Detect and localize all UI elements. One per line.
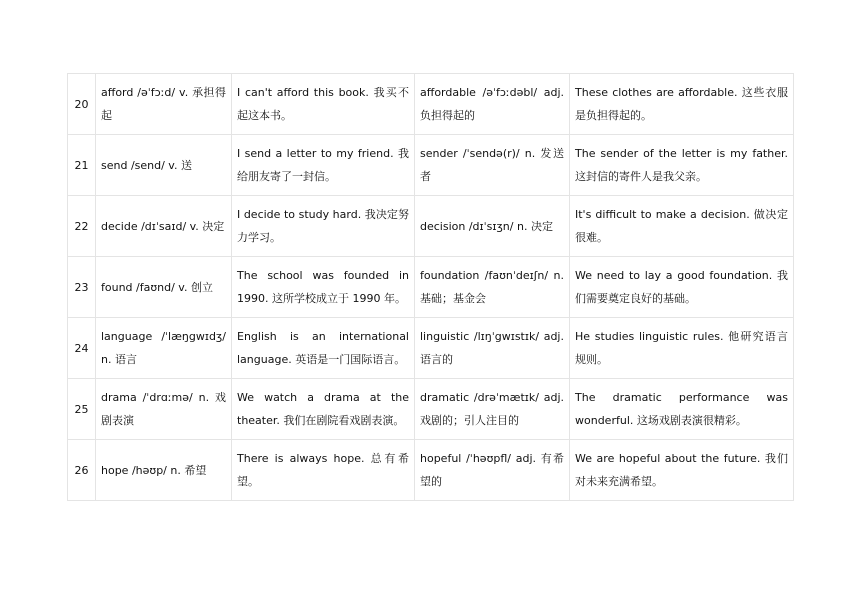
example-cell: English is an international language. 英语是一门国际语言。 [232, 318, 415, 379]
derivative-cell: affordable /əˈfɔːdəbl/ adj. 负担得起的 [415, 74, 570, 135]
row-number: 25 [68, 379, 96, 440]
derivative-cell: decision /dɪˈsɪʒn/ n. 决定 [415, 196, 570, 257]
word-cell: language /ˈlæŋgwɪdʒ/ n. 语言 [96, 318, 232, 379]
derivative-example-cell: The sender of the letter is my father. 这封信的寄件人是我父亲。 [570, 135, 794, 196]
table-row [68, 318, 794, 379]
row-number: 21 [68, 135, 96, 196]
vocabulary-table [67, 73, 794, 501]
derivative-cell: hopeful /ˈhəʊpfl/ adj. 有希望的 [415, 440, 570, 501]
derivative-cell: sender /ˈsendə(r)/ n. 发送者 [415, 135, 570, 196]
word-cell: send /send/ v. 送 [96, 135, 232, 196]
word-cell: decide /dɪˈsaɪd/ v. 决定 [96, 196, 232, 257]
example-cell: I decide to study hard. 我决定努力学习。 [232, 196, 415, 257]
derivative-cell: linguistic /lɪŋˈgwɪstɪk/ adj. 语言的 [415, 318, 570, 379]
table-row [68, 196, 794, 257]
derivative-example-cell: It's difficult to make a decision. 做决定很难。 [570, 196, 794, 257]
row-number: 24 [68, 318, 96, 379]
table-row [68, 257, 794, 318]
table-row [68, 74, 794, 135]
derivative-example-cell: The dramatic performance was wonderful. 这场戏剧表演很精彩。 [570, 379, 794, 440]
derivative-example-cell: He studies linguistic rules. 他研究语言规则。 [570, 318, 794, 379]
derivative-cell: dramatic /drəˈmætɪk/ adj. 戏剧的；引人注目的 [415, 379, 570, 440]
derivative-example-cell: These clothes are affordable. 这些衣服是负担得起的。 [570, 74, 794, 135]
derivative-cell: foundation /faʊnˈdeɪʃn/ n. 基础；基金会 [415, 257, 570, 318]
row-number: 23 [68, 257, 96, 318]
word-cell: hope /həʊp/ n. 希望 [96, 440, 232, 501]
example-cell: We watch a drama at the theater. 我们在剧院看戏剧表演。 [232, 379, 415, 440]
word-cell: found /faʊnd/ v. 创立 [96, 257, 232, 318]
row-number: 26 [68, 440, 96, 501]
word-cell: drama /ˈdrɑːmə/ n. 戏剧表演 [96, 379, 232, 440]
table-row [68, 135, 794, 196]
example-cell: I send a letter to my friend. 我给朋友寄了一封信。 [232, 135, 415, 196]
derivative-example-cell: We need to lay a good foundation. 我们需要奠定良好的基础。 [570, 257, 794, 318]
derivative-example-cell: We are hopeful about the future. 我们对未来充满希望。 [570, 440, 794, 501]
example-cell: I can't afford this book. 我买不起这本书。 [232, 74, 415, 135]
word-cell: afford /əˈfɔːd/ v. 承担得起 [96, 74, 232, 135]
table-row [68, 379, 794, 440]
table-row [68, 440, 794, 501]
example-cell: There is always hope. 总有希望。 [232, 440, 415, 501]
row-number: 20 [68, 74, 96, 135]
row-number: 22 [68, 196, 96, 257]
example-cell: The school was founded in 1990. 这所学校成立于 1990 年。 [232, 257, 415, 318]
